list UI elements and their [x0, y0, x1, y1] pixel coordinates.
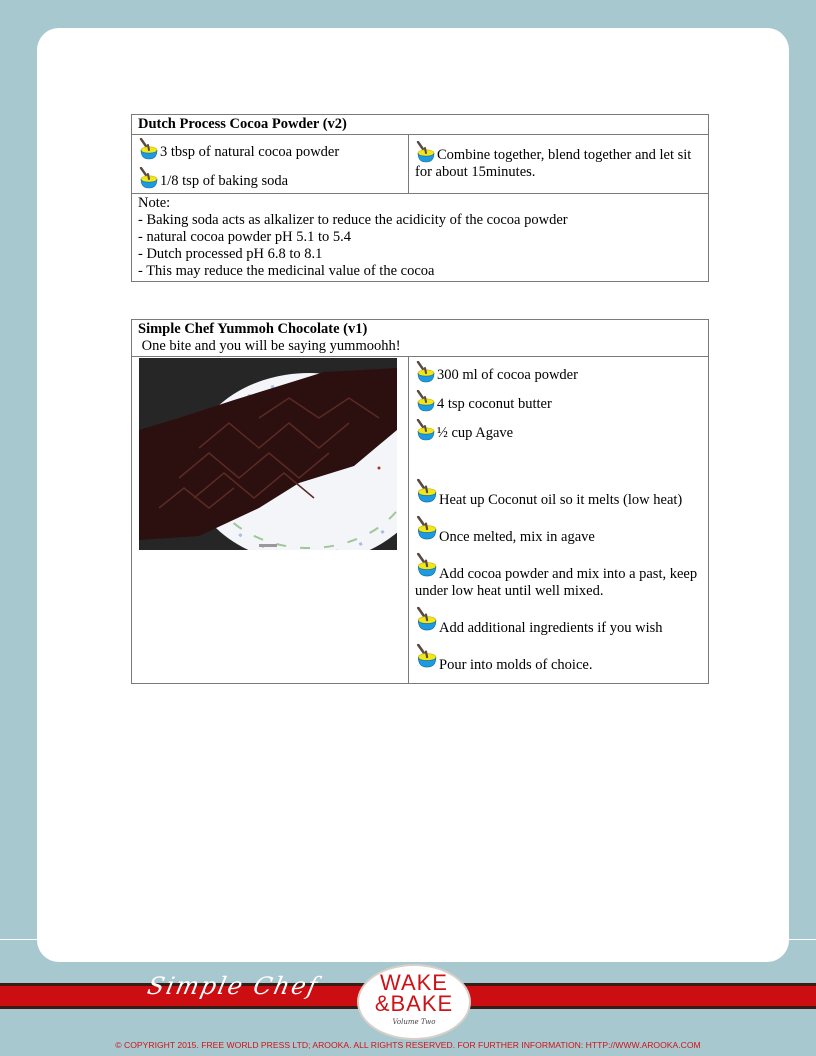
mixing-bowl-icon [415, 361, 435, 383]
logo-line-2: &BAKE [374, 991, 454, 1016]
recipe-header [132, 320, 709, 357]
notes-cell [132, 194, 709, 282]
instruction-step: Combine together, blend together and let sit for about 15minutes. [415, 141, 702, 181]
ingredients-cell [132, 135, 409, 194]
note-item: - This may reduce the medicinal value of the cocoa [138, 263, 435, 279]
note-item: - natural cocoa powder pH 5.1 to 5.4 [138, 229, 352, 245]
instruction-step: Add additional ingredients if you wish [415, 604, 702, 637]
recipe-card-yummoh-chocolate [131, 319, 709, 684]
note-item: - Dutch processed pH 6.8 to 8.1 [138, 246, 323, 262]
instruction-step: Pour into molds of choice. [415, 641, 702, 674]
recipe-title: Simple Chef Yummoh Chocolate (v1) [138, 321, 368, 337]
logo-line-3: Volume Two [392, 1018, 436, 1026]
mixing-bowl-icon [415, 604, 437, 634]
ingredient-item: 1/8 tsp of baking soda [138, 167, 402, 190]
wake-bake-logo [357, 964, 471, 1040]
note-heading: Note: [138, 195, 171, 211]
mixing-bowl-icon [415, 141, 435, 163]
recipe-card-dutch-cocoa [131, 114, 709, 282]
ingredient-item: 4 tsp coconut butter [415, 390, 702, 413]
note-item: - Baking soda acts as alkalizer to reduce the acidicity of the cocoa powder [138, 212, 568, 228]
recipe-subtitle: One bite and you will be saying yummoohh! [138, 338, 401, 354]
mixing-bowl-icon [415, 419, 435, 441]
ingredients-instructions-cell [409, 357, 709, 684]
copyright-notice: © COPYRIGHT 2015. FREE WORLD PRESS LTD; AROOKA. ALL RIGHTS RESERVED. FOR FURTHER INFORMATION: HTTP://WWW.AROOKA.COM [115, 1040, 701, 1050]
instruction-step: Add cocoa powder and mix into a past, keep under low heat until well mixed. [415, 550, 702, 600]
brand-wordmark: Simple Chef [145, 972, 322, 1000]
recipe-title: Dutch Process Cocoa Powder (v2) [132, 115, 709, 135]
mixing-bowl-icon [138, 167, 158, 189]
instructions-cell [409, 135, 709, 194]
mixing-bowl-icon [415, 476, 437, 506]
instruction-step: Once melted, mix in agave [415, 513, 702, 546]
logo-line-1: WAKE [380, 970, 448, 995]
ingredient-item: ½ cup Agave [415, 419, 702, 442]
mixing-bowl-icon [415, 513, 437, 543]
mixing-bowl-icon [138, 138, 158, 160]
photo-cell [132, 357, 409, 684]
instruction-step: Heat up Coconut oil so it melts (low heat) [415, 476, 702, 509]
ingredient-item: 3 tbsp of natural cocoa powder [138, 138, 402, 161]
mixing-bowl-icon [415, 550, 437, 580]
mixing-bowl-icon [415, 390, 435, 412]
mixing-bowl-icon [415, 641, 437, 671]
ingredient-item: 300 ml of cocoa powder [415, 361, 702, 384]
chocolate-photo [139, 358, 397, 550]
